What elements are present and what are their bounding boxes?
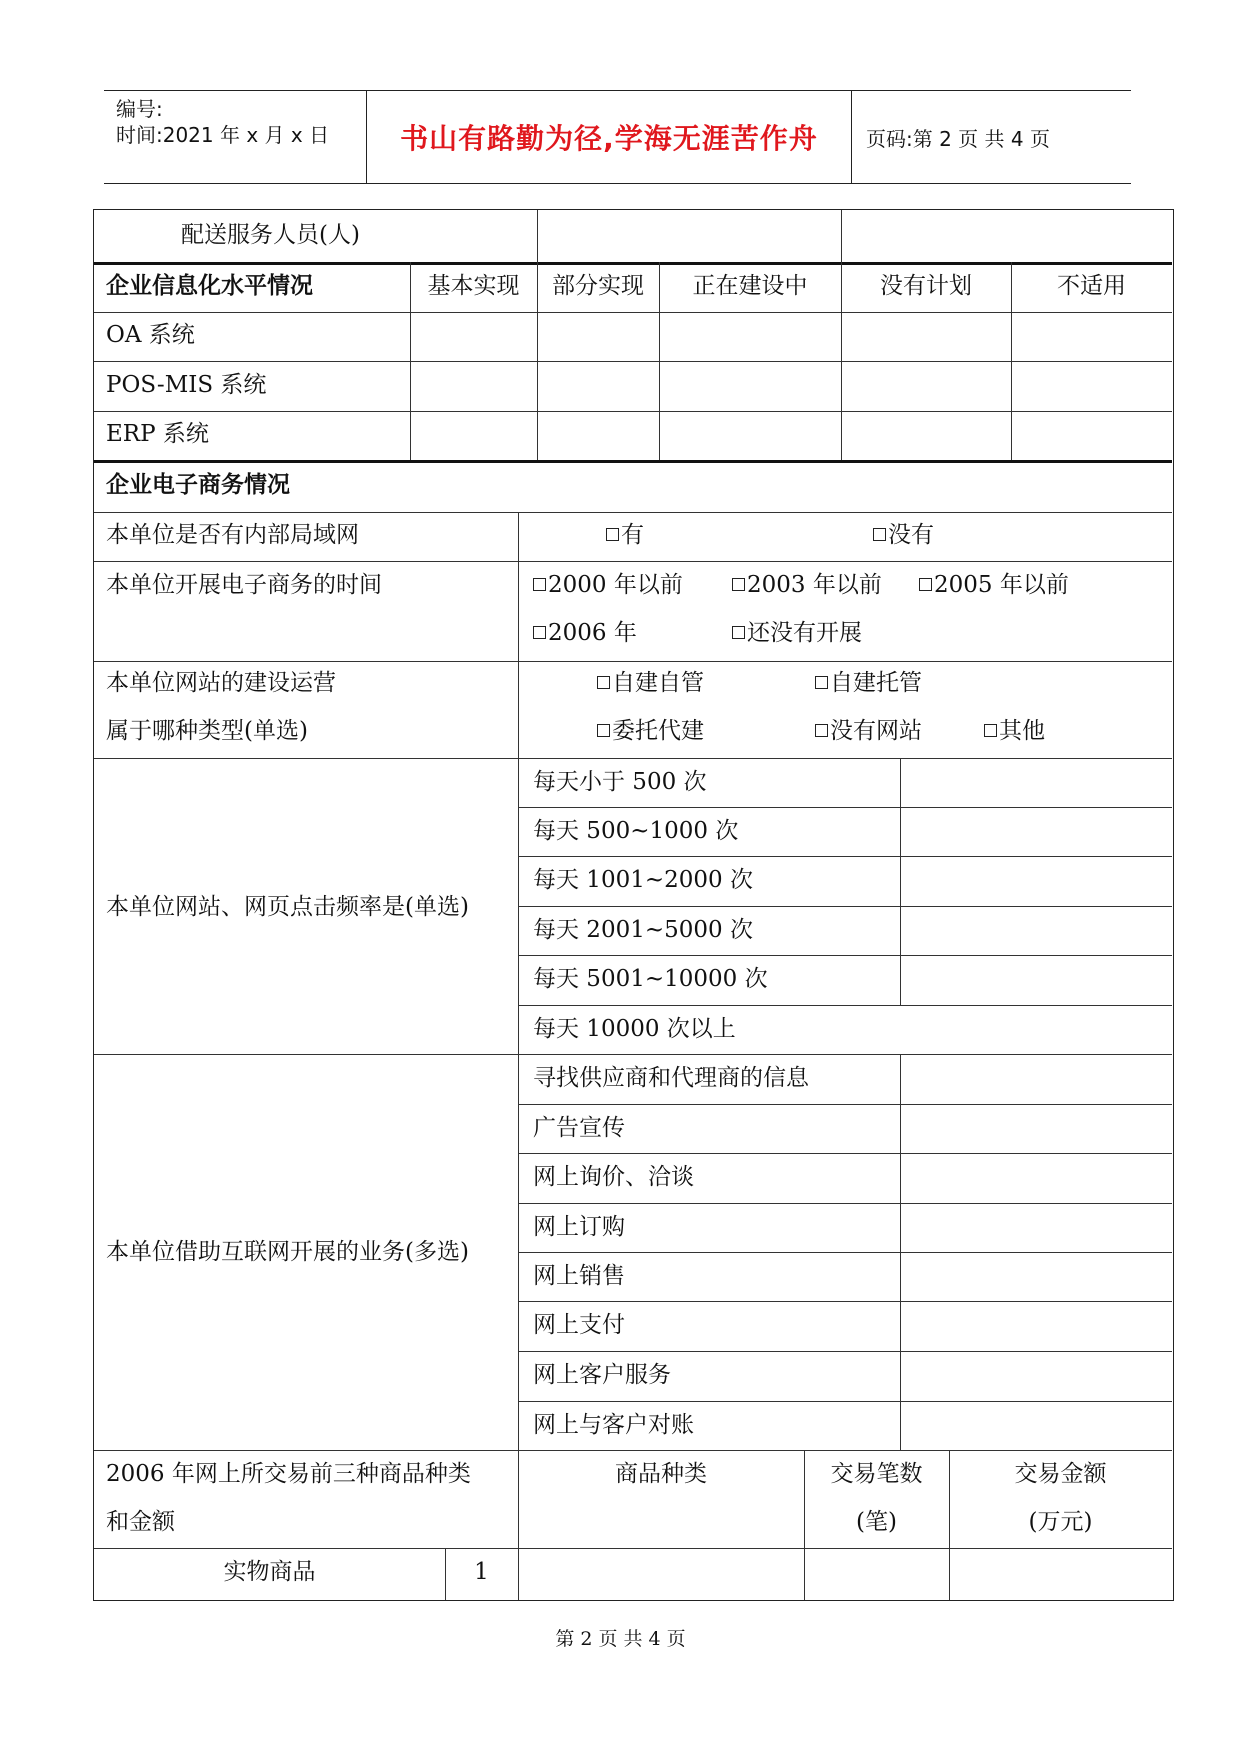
business-option: 网上支付 xyxy=(533,1312,625,1338)
start-option-2000[interactable]: 2000 年以前 xyxy=(533,574,683,597)
col-building: 正在建设中 xyxy=(692,273,808,299)
checkbox-icon[interactable] xyxy=(606,528,619,541)
row-divider xyxy=(518,1401,1172,1402)
header-page-code xyxy=(866,91,1131,183)
website-type-label-line1: 本单位网站的建设运营 xyxy=(106,670,336,696)
row-divider xyxy=(94,460,1172,463)
row-divider xyxy=(518,906,1172,907)
start-option-not-yet[interactable]: 还没有开展 xyxy=(732,622,862,645)
checkbox-icon[interactable] xyxy=(597,724,610,737)
header-motto: 书山有路勤为径,学海无涯苦作舟 xyxy=(367,91,852,183)
click-rate-option: 每天小于 500 次 xyxy=(533,769,707,795)
row-divider xyxy=(518,1203,1172,1204)
top3-label-line1: 2006 年网上所交易前三种商品种类 xyxy=(106,1461,471,1487)
row-divider xyxy=(518,856,1172,857)
col-no-plan: 没有计划 xyxy=(880,273,972,299)
checkbox-icon[interactable] xyxy=(873,528,886,541)
col-divider xyxy=(900,758,901,1005)
col-divider xyxy=(537,210,538,262)
ecommerce-section-title: 企业电子商务情况 xyxy=(106,472,290,498)
col-trade-count-line1: 交易笔数 xyxy=(830,1461,923,1487)
business-label: 本单位借助互联网开展的业务(多选) xyxy=(106,1239,469,1265)
row-divider xyxy=(518,1104,1172,1105)
col-basic: 基本实现 xyxy=(427,273,520,299)
row-divider xyxy=(518,1252,1172,1253)
start-time-label: 本单位开展电子商务的时间 xyxy=(106,572,382,598)
checkbox-icon[interactable] xyxy=(597,676,610,689)
business-option: 网上订购 xyxy=(533,1214,625,1240)
doc-time-label: 时间:2021 年 x 月 x 日 xyxy=(116,123,330,147)
survey-table xyxy=(93,209,1174,1601)
checkbox-icon[interactable] xyxy=(815,676,828,689)
click-rate-option: 每天 1001~2000 次 xyxy=(533,867,753,893)
checkbox-icon[interactable] xyxy=(732,626,745,639)
doc-number-label: 编号: xyxy=(116,97,163,121)
top3-label-line2: 和金额 xyxy=(106,1509,175,1535)
website-option-other[interactable]: 其他 xyxy=(984,720,1045,743)
row-divider xyxy=(518,1153,1172,1154)
start-option-2003[interactable]: 2003 年以前 xyxy=(732,574,882,597)
col-divider xyxy=(841,210,842,262)
website-option-self-build-hosted[interactable]: 自建托管 xyxy=(815,672,922,695)
physical-goods-index: 1 xyxy=(474,1559,489,1585)
row-divider xyxy=(94,661,1172,662)
checkbox-icon[interactable] xyxy=(533,626,546,639)
row-pos-mis-system: POS-MIS 系统 xyxy=(106,372,267,398)
row-divider xyxy=(94,1054,1172,1055)
website-option-no-website[interactable]: 没有网站 xyxy=(815,720,922,743)
start-option-2006[interactable]: 2006 年 xyxy=(533,622,637,645)
checkbox-icon[interactable] xyxy=(919,578,932,591)
row-erp-system: ERP 系统 xyxy=(106,421,209,447)
row-divider xyxy=(94,512,1172,513)
checkbox-icon[interactable] xyxy=(732,578,745,591)
lan-question-label: 本单位是否有内部局域网 xyxy=(106,522,359,548)
checkbox-icon[interactable] xyxy=(815,724,828,737)
checkbox-icon[interactable] xyxy=(984,724,997,737)
business-option: 网上客户服务 xyxy=(533,1362,671,1388)
col-trade-amount-line2: (万元) xyxy=(1028,1509,1093,1535)
click-rate-label: 本单位网站、网页点击频率是(单选) xyxy=(106,894,469,920)
row-divider xyxy=(94,758,1172,759)
row-divider xyxy=(518,1301,1172,1302)
col-na: 不适用 xyxy=(1057,273,1126,299)
row-divider xyxy=(518,807,1172,808)
col-divider xyxy=(518,512,519,1600)
col-partial: 部分实现 xyxy=(552,273,644,299)
click-rate-option: 每天 10000 次以上 xyxy=(533,1016,736,1042)
click-rate-option: 每天 500~1000 次 xyxy=(533,818,739,844)
col-goods-type: 商品种类 xyxy=(615,1461,707,1487)
click-rate-option: 每天 5001~10000 次 xyxy=(533,966,768,992)
page-code-text: 页码:第 2 页 共 4 页 xyxy=(866,126,1050,151)
page-header xyxy=(104,90,1131,184)
lan-option-yes[interactable]: 有 xyxy=(606,524,644,547)
click-rate-option: 每天 2001~5000 次 xyxy=(533,917,753,943)
header-meta xyxy=(104,91,367,183)
info-section-title: 企业信息化水平情况 xyxy=(106,273,313,299)
row-divider xyxy=(518,1005,1172,1006)
delivery-staff-label: 配送服务人员(人) xyxy=(181,222,360,248)
col-divider xyxy=(900,1054,901,1450)
row-divider xyxy=(94,1548,1172,1549)
physical-goods-label: 实物商品 xyxy=(223,1559,316,1585)
business-option: 广告宣传 xyxy=(533,1115,625,1141)
row-divider xyxy=(518,955,1172,956)
col-trade-amount-line1: 交易金额 xyxy=(1014,1461,1107,1487)
col-trade-count-line2: (笔) xyxy=(856,1509,897,1535)
business-option: 网上销售 xyxy=(533,1263,625,1289)
business-option: 网上询价、洽谈 xyxy=(533,1164,694,1190)
row-oa-system: OA 系统 xyxy=(106,322,195,348)
page-footer: 第 2 页 共 4 页 xyxy=(555,1628,686,1650)
website-option-outsourced[interactable]: 委托代建 xyxy=(597,720,704,743)
website-option-self-build-self-manage[interactable]: 自建自管 xyxy=(597,672,704,695)
row-divider xyxy=(518,1351,1172,1352)
row-divider xyxy=(94,1450,1172,1451)
business-option: 网上与客户对账 xyxy=(533,1412,694,1438)
checkbox-icon[interactable] xyxy=(533,578,546,591)
row-divider xyxy=(94,561,1172,562)
lan-option-no[interactable]: 没有 xyxy=(873,524,934,547)
start-option-2005[interactable]: 2005 年以前 xyxy=(919,574,1069,597)
business-option: 寻找供应商和代理商的信息 xyxy=(533,1065,809,1091)
website-type-label-line2: 属于哪种类型(单选) xyxy=(106,718,308,744)
